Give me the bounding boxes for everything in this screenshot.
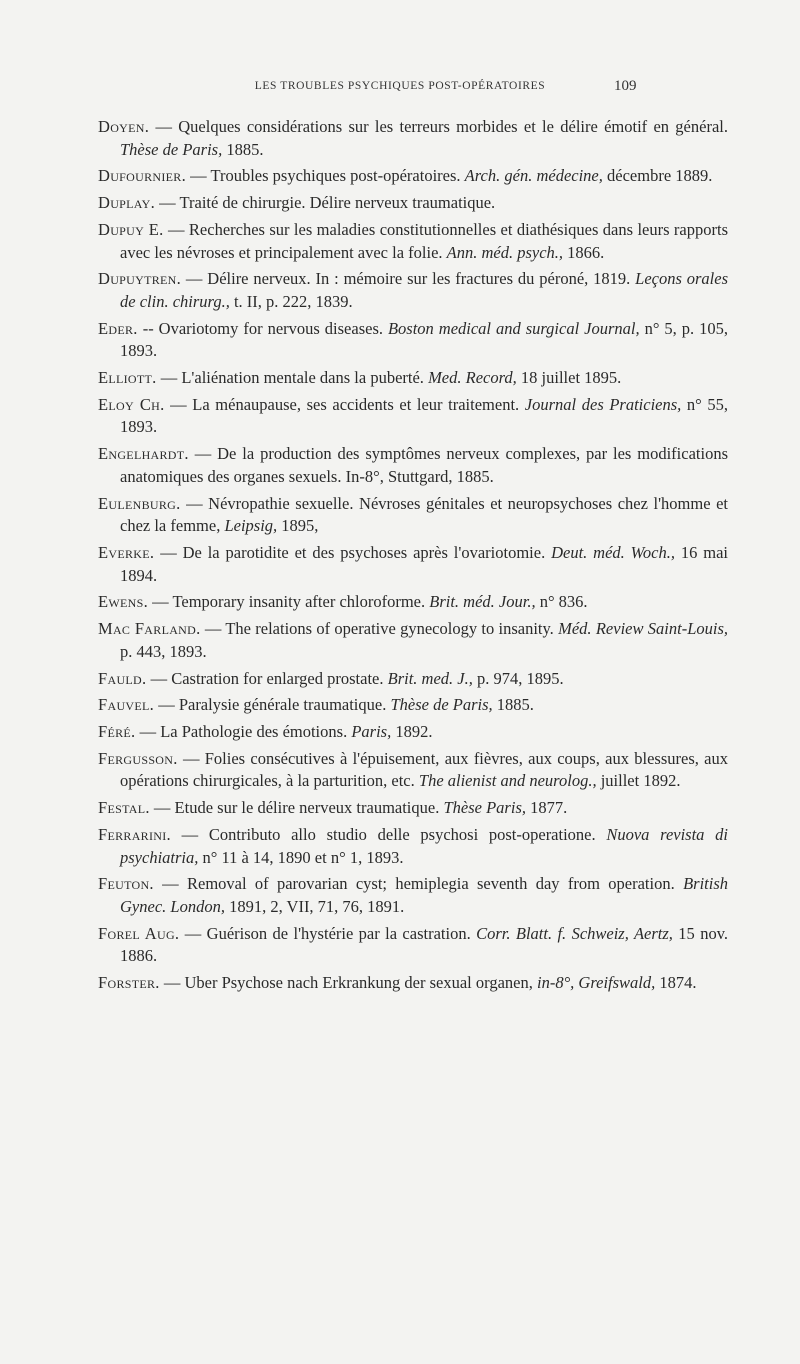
reference-text: — Temporary insanity after chloroforme. xyxy=(148,592,430,612)
reference-author: Everke. xyxy=(98,542,155,562)
reference-source: Journal des Praticiens, xyxy=(524,394,682,414)
reference-text: — Recherches sur les maladies constitutionnelles et diathésiques dans leurs rapports avec les névroses et principalement avec la folie. xyxy=(120,219,728,262)
reference-entry xyxy=(98,694,728,717)
reference-entry xyxy=(98,165,728,188)
reference-entry xyxy=(98,367,728,390)
reference-text: — Castration for enlarged prostate. xyxy=(146,668,388,688)
reference-author: Fergusson. xyxy=(98,748,178,768)
reference-text: — Paralysie générale traumatique. xyxy=(154,695,391,715)
running-title: LES TROUBLES PSYCHIQUES POST-OPÉRATOIRES xyxy=(254,80,546,92)
reference-entry xyxy=(98,591,728,614)
reference-author: Eulenburg. xyxy=(98,493,181,513)
reference-details: n° 5, p. 105, 1893. xyxy=(120,318,728,361)
reference-author: Eloy Ch. xyxy=(98,394,165,414)
reference-author: Festal. xyxy=(98,798,150,818)
reference-details: 1891, 2, VII, 71, 76, 1891. xyxy=(224,896,405,916)
reference-entry xyxy=(98,493,728,538)
reference-entry xyxy=(98,443,728,488)
reference-details: juillet 1892. xyxy=(596,771,681,791)
reference-author: Duplay. xyxy=(98,193,156,213)
reference-author: Eder. xyxy=(98,318,138,338)
reference-source: Méd. Review Saint-Louis, xyxy=(558,619,728,639)
reference-author: Forel Aug. xyxy=(98,923,180,943)
reference-author: Mac Farland. xyxy=(98,619,201,639)
reference-source: British Gynec. London, xyxy=(120,874,728,916)
reference-entry xyxy=(98,972,728,995)
reference-details: 15 nov. 1886. xyxy=(120,923,728,966)
reference-source: Paris, xyxy=(351,722,392,742)
bibliography-list xyxy=(98,116,728,999)
reference-details: 1895, xyxy=(277,516,319,536)
reference-text: — De la production des symptômes nerveux complexes, par les modifications anatomiques des organes sexuels. In-8°, Stuttgard, 1885. xyxy=(120,444,728,486)
reference-text: — Uber Psychose nach Erkrankung der sexual organen, xyxy=(159,973,537,993)
reference-text: — De la parotidite et des psychoses après l'ovariotomie. xyxy=(154,542,552,562)
reference-author: Doyen. xyxy=(98,117,150,136)
reference-text: — Folies consécutives à l'épuisement, aux fièvres, aux coups, aux blessures, aux opérations chirurgicales, à la parturition, etc. xyxy=(120,748,728,791)
reference-text: — The relations of operative gynecology to insanity. xyxy=(200,619,559,639)
reference-source: The alienist and neurolog., xyxy=(418,771,597,791)
reference-source: Thèse de Paris, xyxy=(390,695,493,715)
reference-entry xyxy=(98,192,728,215)
reference-entry xyxy=(98,268,728,313)
reference-author: Fauvel. xyxy=(98,695,155,715)
reference-text: — Contributo allo studio delle psychosi post-operatione. xyxy=(170,825,607,844)
reference-author: Féré. xyxy=(98,722,136,742)
reference-entry xyxy=(98,219,728,264)
reference-text: — La ménaupause, ses accidents et leur traitement. xyxy=(164,394,525,414)
reference-author: Feuton. xyxy=(98,874,154,894)
reference-entry xyxy=(98,923,728,968)
reference-source: Med. Record, xyxy=(428,368,517,388)
reference-entry xyxy=(98,748,728,793)
reference-source: Leipsig, xyxy=(224,516,278,536)
reference-entry xyxy=(98,318,728,363)
reference-entry xyxy=(98,668,728,691)
page-number: 109 xyxy=(614,78,637,94)
reference-text: — Traité de chirurgie. Délire nerveux traumatique. xyxy=(155,193,496,213)
reference-text: — Délire nerveux. In : mémoire sur les fractures du péroné, 1819. xyxy=(181,269,636,289)
reference-source: Brit. med. J., xyxy=(387,668,473,688)
reference-author: Forster. xyxy=(98,973,160,993)
reference-entry xyxy=(98,542,728,587)
reference-source: Deut. méd. Woch., xyxy=(551,542,675,562)
reference-details: décembre 1889. xyxy=(602,166,713,186)
reference-details: 18 juillet 1895. xyxy=(516,368,622,388)
reference-details: 1866. xyxy=(563,242,605,262)
reference-source: Nuova revista di psychiatria, xyxy=(120,825,728,867)
reference-source: Arch. gén. médecine, xyxy=(464,166,603,186)
running-header xyxy=(0,78,800,98)
reference-source: Ann. méd. psych., xyxy=(446,242,564,262)
reference-author: Engelhardt. xyxy=(98,444,189,464)
reference-details: 1885. xyxy=(222,139,264,159)
reference-details: 1874. xyxy=(655,973,697,993)
reference-entry xyxy=(98,721,728,744)
reference-author: Dufournier. xyxy=(98,166,187,186)
reference-text: — Névropathie sexuelle. Névroses génitales et neuropsychoses chez l'homme et chez la femme, xyxy=(120,493,728,536)
reference-details: 1892. xyxy=(391,722,433,742)
reference-details: 16 mai 1894. xyxy=(120,542,728,585)
reference-text: — L'aliénation mentale dans la puberté. xyxy=(156,368,429,388)
reference-source: in-8°, Greifswald, xyxy=(536,973,656,993)
reference-entry xyxy=(98,116,728,161)
reference-source: Boston medical and surgical Journal, xyxy=(387,318,640,338)
reference-details: p. 443, 1893. xyxy=(120,641,207,661)
reference-details: 1885. xyxy=(492,695,534,715)
reference-details: 1877. xyxy=(525,798,568,818)
reference-author: Ferrarini. xyxy=(98,825,171,844)
reference-details: n° 55, 1893. xyxy=(120,394,728,437)
reference-author: Ewens. xyxy=(98,592,148,612)
reference-text: — Etude sur le délire nerveux traumatique. xyxy=(149,798,444,818)
reference-author: Fauld. xyxy=(98,668,147,688)
reference-text: — Removal of parovarian cyst; hemiplegia seventh day from operation. xyxy=(153,874,684,894)
reference-source: Thèse de Paris, xyxy=(120,139,223,159)
reference-source: Corr. Blatt. f. Schweiz, Aertz, xyxy=(476,923,673,943)
reference-text: — Troubles psychiques post-opératoires. xyxy=(186,166,465,186)
reference-author: Dupuy E. xyxy=(98,219,164,239)
reference-text: -- Ovariotomy for nervous diseases. xyxy=(137,318,388,338)
reference-entry xyxy=(98,873,728,918)
reference-entry xyxy=(98,394,728,439)
reference-text: — Quelques considérations sur les terreurs morbides et le délire émotif en général. xyxy=(149,117,728,136)
reference-details: n° 836. xyxy=(535,592,588,612)
reference-entry xyxy=(98,618,728,663)
reference-details: p. 974, 1895. xyxy=(472,668,564,688)
reference-entry xyxy=(98,824,728,869)
reference-entry xyxy=(98,797,728,820)
reference-text: — Guérison de l'hystérie par la castration. xyxy=(179,923,477,943)
reference-source: Thèse Paris, xyxy=(443,798,526,818)
reference-author: Dupuytren. xyxy=(98,269,182,289)
reference-author: Elliott. xyxy=(98,368,157,388)
reference-text: — La Pathologie des émotions. xyxy=(135,722,352,742)
reference-details: t. II, p. 222, 1839. xyxy=(229,291,353,311)
reference-source: Brit. méd. Jour., xyxy=(429,592,536,612)
reference-details: n° 11 à 14, 1890 et n° 1, 1893. xyxy=(198,847,404,867)
reference-source: Leçons orales de clin. chirurg., xyxy=(120,269,729,311)
